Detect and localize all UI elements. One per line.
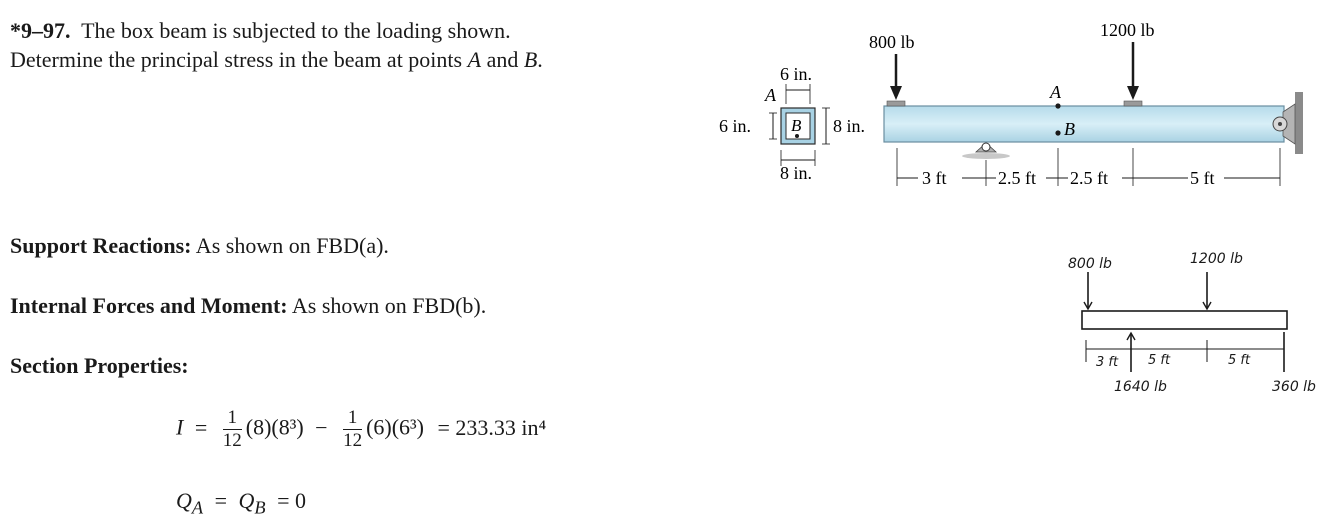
problem-period: . — [537, 47, 543, 72]
problem-text-2: Determine the principal stress in the beam at points — [10, 47, 468, 72]
section-label-b: B — [791, 116, 802, 135]
beam-dim-2-5ft-b: 2.5 ft — [1070, 168, 1108, 188]
beam-dim-3ft: 3 ft — [922, 168, 947, 188]
problem-and: and — [481, 47, 524, 72]
eq-q-symbol-b: Q — [238, 488, 255, 513]
fraction-1-num: 1 — [223, 408, 242, 430]
load-arrow-left-head — [890, 86, 902, 100]
section-label-a: A — [765, 85, 776, 105]
eq-q-symbol-a: Q — [176, 488, 192, 513]
fbd-dim-5ft: 5 ft — [1148, 353, 1171, 368]
load-arrow-right-head — [1127, 86, 1139, 100]
fbd-dim-3ft-b: 5 ft — [1228, 353, 1251, 368]
load-left-label: 800 lb — [869, 32, 915, 52]
fbd-load-left-label: 800 lb — [1068, 256, 1112, 272]
eq-equals: = — [194, 414, 208, 440]
load-plate-right — [1124, 101, 1142, 106]
fraction-2-num: 1 — [343, 408, 362, 430]
beam-point-b-dot — [1055, 130, 1060, 135]
beam-dim-5ft: 5 ft — [1190, 168, 1215, 188]
eq-term-2: (6)(6³) — [366, 414, 424, 440]
pin-center — [1278, 122, 1282, 126]
beam-point-b-label: B — [1064, 119, 1075, 139]
beam-dim-2-5ft-a: 2.5 ft — [998, 168, 1036, 188]
fbd-figure — [1068, 251, 1316, 395]
support-text: As shown on FBD(a). — [191, 233, 389, 258]
fbd-dim-3ft-a: 3 ft — [1096, 355, 1119, 370]
fbd-reaction-left-label: 1640 lb — [1114, 379, 1167, 395]
eq-q-sub-a: A — [191, 497, 204, 518]
internal-text: As shown on FBD(b). — [287, 293, 487, 318]
beam-point-a-label: A — [1050, 82, 1061, 102]
dim-bottom-label: 8 in. — [780, 163, 813, 183]
dim-top-label: 6 in. — [780, 64, 813, 84]
problem-text-1: The box beam is subjected to the loading shown. — [81, 18, 511, 43]
eq-q-sub-b: B — [254, 497, 266, 518]
wall — [1295, 92, 1303, 154]
section-heading: Section Properties: — [10, 353, 189, 378]
box-cross-section — [719, 64, 865, 183]
eq-result: = 233.33 in⁴ — [437, 414, 547, 440]
roller-wheel — [982, 143, 990, 151]
problem-point-a: A — [467, 47, 482, 72]
problem-number: *9–97. — [10, 18, 71, 43]
eq-q-equals: = — [214, 488, 228, 513]
fbd-reaction-right-label: 360 lb — [1272, 379, 1316, 395]
beam-body — [884, 106, 1284, 142]
internal-heading: Internal Forces and Moment: — [10, 293, 288, 318]
fraction-2-den: 12 — [343, 430, 363, 451]
fbd-load-right-label: 1200 lb — [1190, 251, 1243, 267]
dim-left-label: 6 in. — [719, 116, 752, 136]
support-heading: Support Reactions: — [10, 233, 192, 258]
load-right-label: 1200 lb — [1100, 20, 1155, 40]
beam-point-a-dot — [1055, 103, 1060, 108]
problem-point-b: B — [523, 47, 538, 72]
eq-term-1: (8)(8³) — [245, 414, 304, 440]
ground-hatch — [962, 153, 1010, 159]
eq-q-result: = 0 — [277, 488, 307, 513]
eq-i-symbol: I — [176, 414, 184, 440]
dim-right-label: 8 in. — [833, 116, 866, 136]
load-plate-left — [887, 101, 905, 106]
fbd-beam — [1082, 311, 1287, 329]
eq-minus: − — [315, 414, 328, 440]
beam-figure — [869, 20, 1303, 188]
fraction-1-den: 12 — [222, 430, 242, 451]
